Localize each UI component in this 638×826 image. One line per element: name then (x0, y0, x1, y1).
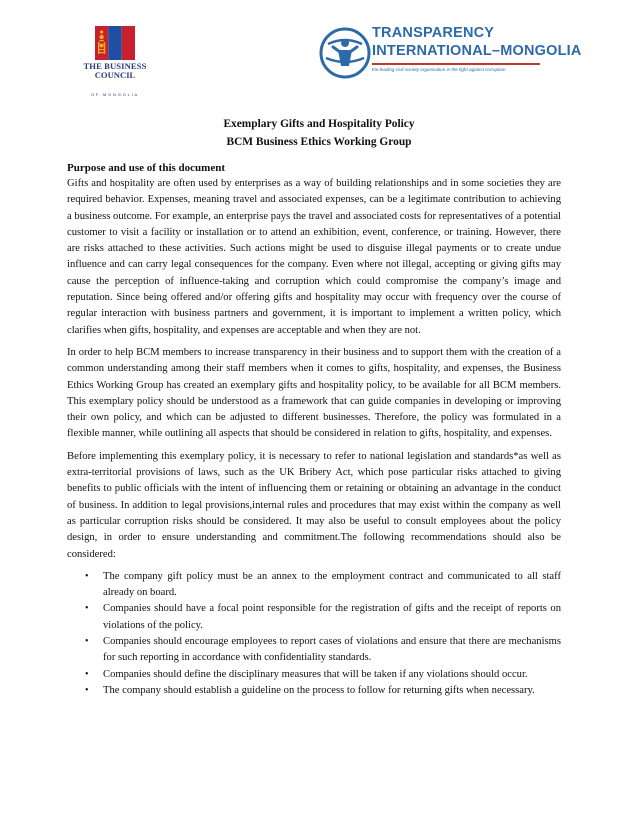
list-item-text: Companies should define the disciplinary measures that will be taken if any violations should occur. (103, 668, 528, 680)
document-title: Exemplary Gifts and Hospitality Policy (223, 118, 415, 130)
ti-mongolia-logo (318, 22, 582, 94)
bullet-icon: • (85, 570, 89, 582)
list-item (67, 569, 561, 602)
ti-title-line1: TRANSPARENCY (372, 25, 495, 41)
list-item (67, 667, 561, 683)
recommendations-list (67, 569, 561, 699)
bullet-icon: • (85, 684, 89, 696)
bcm-name-line3: OF MONGOLIA (90, 92, 140, 97)
paragraph: In order to help BCM members to increase transparency in their business and to support them with the creation of a common understanding among their staff members when it comes to gifts, hospitality, and expenses, the Business Ethics Working Group has created an exemplary gifts and hospitality policy, to be available for all BCM members. This exemplary policy should be understood as a framework that can guide companies in developing or improving their own policy, and which can be adjusted to different businesses. Therefore, the policy was formulated in a flexible manner, while outlining all aspects that should be considered in relation to gifts, hospitality, and expenses. (67, 346, 561, 440)
bullet-icon: • (85, 668, 89, 680)
list-item (67, 683, 561, 699)
document-body (67, 160, 561, 699)
ti-red-rule (372, 63, 540, 65)
bcm-name-line2: COUNCIL (94, 70, 136, 80)
mongolia-flag-icon (95, 26, 135, 60)
ti-globe-icon (318, 26, 372, 80)
ti-title-line2: INTERNATIONAL–MONGOLIA (372, 43, 582, 59)
bcm-logo (80, 26, 150, 96)
section-heading: Purpose and use of this document (67, 162, 225, 174)
list-item-text: Companies should have a focal point responsible for the registration of gifts and the receipt of reports on violations of the policy. (103, 603, 561, 631)
list-item-text: Companies should encourage employees to report cases of violations and ensure that there are mechanisms for such reporting in accordance with confidentiality standards. (103, 636, 561, 664)
list-item (67, 634, 561, 667)
bcm-name-line1: THE BUSINESS (83, 61, 147, 71)
paragraph: Before implementing this exemplary policy, it is necessary to refer to national legislation and standards*as well as extra-territorial provisions of laws, such as the UK Bribery Act, which pose particular risks attached to giving benefits to public officials with the intent of influencing them or retaining or obtaining an advantage in the conduct of business. In addition to legal provisions,internal rules and procedures that may exist within the company as well as particular corruption risks should be considered. It may also be useful to consult employees about the policy design, in order to ensure understanding and commitment.The following recommendations should also be considered: (67, 450, 561, 560)
list-item-text: The company gift policy must be an annex to the employment contract and communicated to all staff already on board. (103, 570, 561, 599)
list-item-text: The company should establish a guideline on the process to follow for returning gifts when necessary. (103, 684, 535, 696)
bullet-icon: • (85, 636, 89, 648)
bullet-icon: • (85, 603, 89, 615)
ti-tagline: the leading civil society organisation in the fight against corruption (372, 67, 506, 72)
paragraph: Gifts and hospitality are often used by enterprises as a way of building relationships and in some societies they are required behavior. Expenses, meaning travel and associated expenses, can be a legitimate contribution to achieving a business outcome. For example, an enterprise pays the travel and associated costs for representatives of a potential customer to visit a facility or installation or to attend an exhibition, event, conference, or training. However, there are risks attached to these activities. Such actions might be used to disguise illegal payments or to create undue influence and can carry legal consequences for the company. Even where not illegal, accepting or giving gifts may cause the perception of influence-taking and corruption which could compromise the company’s image and reputation. Since being offered and/or offering gifts and hospitality may occur with frequency over the course of regular interaction with business partners and government, it is important to implement a written policy, which clarifies when gifts, hospitality, and expenses are acceptable and when they are not. (67, 178, 561, 336)
document-subtitle: BCM Business Ethics Working Group (226, 136, 412, 148)
list-item (67, 601, 561, 634)
